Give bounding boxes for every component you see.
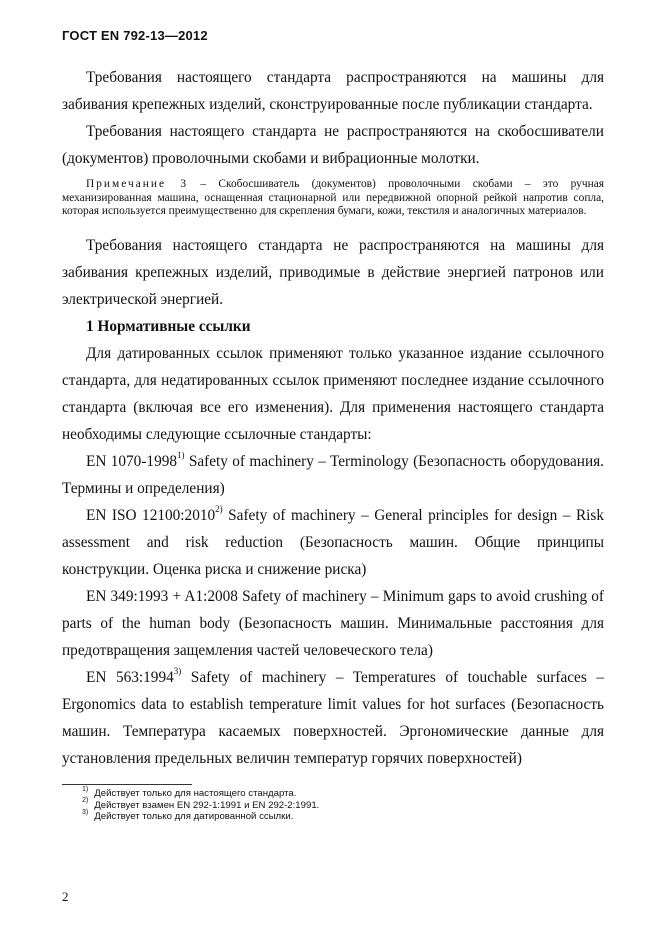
footnote-item: [82, 808, 319, 823]
section-intro: Для датированных ссылок применяют только указанное издание ссылочного стандарта, для недатированных ссылок применяют последнее издание ссылочного стандарта (включая все его изменения). Для применения настоящего стандарта необходимы следующие ссылочные стандарты:: [62, 344, 604, 443]
note-3: [62, 178, 604, 219]
footnote-text: Действует взамен EN 292-1:1991 и EN 292-2:1991.: [94, 799, 320, 811]
footnotes: [82, 785, 320, 823]
document-header: ГОСТ EN 792-13—2012: [62, 28, 208, 43]
footnote-text: Действует только для датированной ссылки.: [94, 811, 294, 822]
footnote-mark: 1): [82, 785, 89, 793]
footnote-text: Действует только для настоящего стандарта.: [94, 788, 297, 799]
reference-code: EN 349:1993 + A1:2008: [86, 587, 238, 605]
scope-paragraph-3: Требования настоящего стандарта не распространяются на машины для забивания крепежных изделий, приводимые в действие энергией патронов или электрической энергией.: [62, 236, 604, 308]
footnote-mark: 1): [177, 450, 185, 461]
footnote-divider: [62, 784, 192, 785]
footnote-item: [82, 785, 319, 800]
reference-item: [62, 448, 604, 502]
reference-item: [62, 664, 604, 772]
page-body: [62, 64, 604, 772]
note-text: – Скобосшиватель (документов) проволочными скобами – это ручная механизированная машина, оснащенная стационарной или передвижной опорной рейкой напротив сопла, которая используется преимущественно для скрепления бумаги, кожи, текстиля и аналогичных материалов.: [62, 178, 604, 217]
reference-code: EN 1070-1998: [86, 452, 178, 470]
reference-text: Safety of machinery – Temperatures of touchable surfaces – Ergonomics data to establish temperature limit values for hot surfaces (Безопасность машин. Температура касаемых поверхностей. Эргономические данные для установления предельных величин температур горячих поверхностей): [62, 668, 604, 767]
reference-text: Safety of machinery – Minimum gaps to avoid crushing of parts of the human body (Безопасность машин. Минимальные расстояния для предотвращения защемления частей человеческого тела): [62, 587, 604, 659]
reference-code: EN 563:1994: [86, 668, 174, 686]
section-title: 1 Нормативные ссылки: [86, 317, 251, 335]
footnote-mark: 2): [215, 504, 223, 515]
scope-paragraph-1: Требования настоящего стандарта распространяются на машины для забивания крепежных изделий, сконструированные после публикации стандарта.: [62, 69, 604, 113]
reference-item: [62, 583, 604, 664]
reference-text: Safety of machinery – Terminology (Безопасность оборудования. Термины и определения): [62, 452, 604, 497]
page-number: 2: [62, 889, 69, 904]
footnote-mark: 2): [82, 797, 89, 805]
reference-item: [62, 502, 604, 583]
scope-paragraph-2: Требования настоящего стандарта не распространяются на скобосшиватели (документов) проволочными скобами и вибрационные молотки.: [62, 123, 604, 167]
footnote-mark: 3): [82, 808, 89, 816]
footnote-item: [82, 797, 320, 812]
reference-code: EN ISO 12100:2010: [86, 506, 216, 524]
footnote-mark: 3): [173, 666, 182, 677]
note-label: Примечание 3: [86, 178, 189, 190]
reference-text: Safety of machinery – General principles for design – Risk assessment and risk reduction (Безопасность машин. Общие принципы конструкции. Оценка риска и снижение риска): [62, 506, 604, 578]
